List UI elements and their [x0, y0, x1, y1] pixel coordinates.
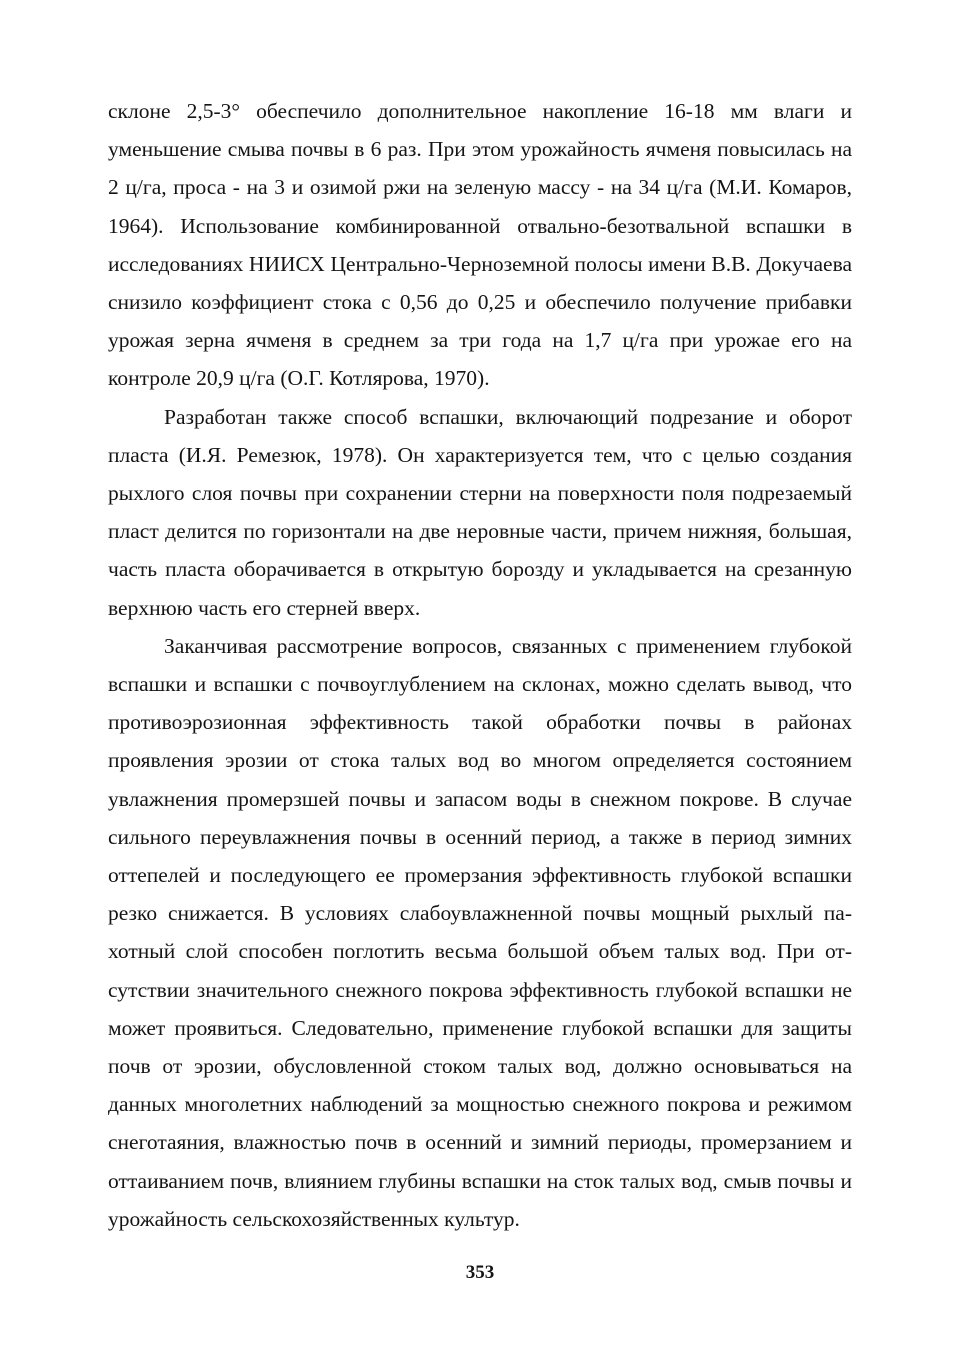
body-text [108, 92, 852, 1238]
page-number: 353 [465, 1262, 495, 1283]
paragraph-conclusion: Заканчивая рассмотрение вопросов, связанных с применением глубокой вспашки и вспашки с почвоуглублением на склонах, можно сделать вывод, что противоэрозионная эффективность такой обработки почвы в районах проявления эрозии от стока талых вод во многом определяется состоянием увлажнения промерзшей почвы и запасом воды в снежном покрове. В случае сильного переувлажнения почвы в осенний период, а также в период зимних оттепелей и последующего ее промерзания эффективность глубокой вспашки резко снижается. В условиях слабоувлажненной почвы мощный рыхлый пахотный слой способен поглотить весьма большой объем талых вод. При отсутствии значительного снежного покрова эффективность глубокой вспашки не может проявиться. Следовательно, применение глубокой вспашки для защиты почв от эрозии, обусловленной стоком талых вод, должно основываться на данных многолетних наблюдений за мощностью снежного покрова и режимом снеготаяния, влажностью почв в осенний и зимний периоды, промерзанием и оттаиванием почв, влиянием глубины вспашки на сток талых вод, смыв почвы и урожайность сельскохозяйственных культур. [108, 633, 852, 1231]
paragraph-continuation: склоне 2,5-3° обеспечило дополнительное накопление 16-18 мм влаги и уменьшение смыва почвы в 6 раз. При этом урожайность ячменя повысилась на 2 ц/га, проса - на 3 и озимой ржи на зеленую массу - на 34 ц/га (М.И. Комаров, 1964). Использование комбинированной отвально-безотвальной вспашки в исследованиях НИИСХ Центрально-Черноземной полосы имени В.В. Докучаева снизило коэффициент стока с 0,56 до 0,25 и обеспечило получение прибавки урожая зерна ячменя в среднем за три года на 1,7 ц/га при урожае его на контроле 20,9 ц/га (О.Г. Котлярова, 1970). [108, 99, 852, 391]
paragraph-plowing-method: Разработан также способ вспашки, включающий подрезание и оборот пласта (И.Я. Ремезюк, 1978). Он характеризуется тем, что с целью создания рыхлого слоя почвы при сохранении стерни на поверхности поля подрезаемый пласт делится по горизонтали на две неровные части, причем нижняя, большая, часть пласта оборачивается в открытую борозду и укладывается на срезанную верхнюю часть его стерней вверх. [108, 404, 852, 620]
